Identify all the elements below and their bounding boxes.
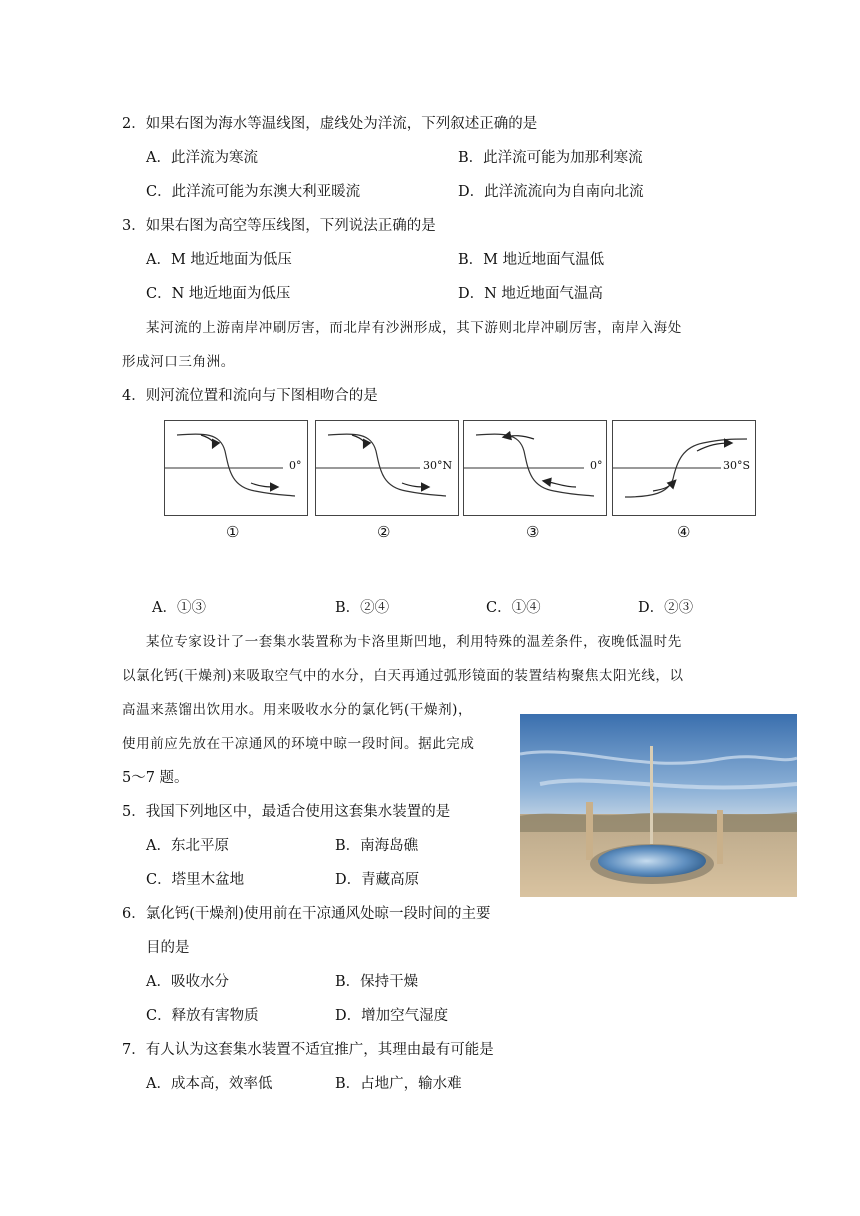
device-passage-line3: 高温来蒸馏出饮用水。用来吸收水分的氯化钙(干燥剂)，: [122, 702, 473, 718]
q3-option-b: B．M 地近地面气温低: [458, 252, 605, 268]
q3-option-c: C．N 地近地面为低压: [146, 286, 291, 302]
q2-option-b: B．此洋流可能为加那利寒流: [458, 150, 643, 166]
q4-option-a: A．①③: [152, 600, 206, 616]
river-passage-line2: 形成河口三角洲。: [122, 354, 235, 370]
q5-option-b: B．南海岛礁: [335, 838, 419, 854]
q5-option-a: A．东北平原: [146, 838, 229, 854]
q6-option-a: A．吸收水分: [146, 974, 229, 990]
latitude-label-2: 30°N: [423, 459, 453, 472]
q5-option-d: D．青藏高原: [335, 872, 420, 888]
q6-option-c: C．释放有害物质: [146, 1008, 259, 1024]
latitude-label-3: 0°: [590, 459, 603, 472]
river-passage-line1: 某河流的上游南岸冲刷厉害，而北岸有沙洲形成，其下游则北岸冲刷厉害，南岸入海处: [146, 320, 682, 336]
device-passage-line2: 以氯化钙(干燥剂)来吸取空气中的水分，白天再通过弧形镜面的装置结构聚焦太阳光线，以: [122, 668, 684, 684]
device-passage-line4: 使用前应先放在干凉通风的环境中晾一段时间。据此完成: [122, 736, 475, 752]
river-diagram-3: [463, 420, 607, 516]
device-passage-line5: 5～7 题。: [122, 770, 189, 786]
river-diagram-1: [164, 420, 308, 516]
q2-option-d: D．此洋流流向为自南向北流: [458, 184, 644, 200]
q6-option-d: D．增加空气湿度: [335, 1008, 449, 1024]
q7-stem: 7．有人认为这套集水装置不适宜推广，其理由最有可能是: [122, 1042, 494, 1058]
q2-option-a: A．此洋流为寒流: [146, 150, 258, 166]
q3-option-d: D．N 地近地面气温高: [458, 286, 603, 302]
q7-option-a: A．成本高，效率低: [146, 1076, 273, 1092]
q6-stem-line1: 6．氯化钙(干燥剂)使用前在干凉通风处晾一段时间的主要: [122, 906, 491, 922]
q4-option-b: B．②④: [335, 600, 390, 616]
river-diagram-2: [315, 420, 459, 516]
q3-stem: 3．如果右图为高空等压线图，下列说法正确的是: [122, 218, 436, 234]
q3-option-a: A．M 地近地面为低压: [146, 252, 292, 268]
q6-option-b: B．保持干燥: [335, 974, 419, 990]
water-collector-photo: [520, 714, 797, 897]
q4-stem: 4．则河流位置和流向与下图相吻合的是: [122, 388, 378, 404]
q5-stem: 5．我国下列地区中，最适合使用这套集水装置的是: [122, 804, 451, 820]
q7-option-b: B．占地广，输水难: [335, 1076, 462, 1092]
diagram-label-2: ②: [377, 523, 391, 541]
river-diagram-4: [612, 420, 756, 516]
q2-stem: 2．如果右图为海水等温线图，虚线处为洋流，下列叙述正确的是: [122, 116, 538, 132]
q4-option-c: C．①④: [486, 600, 541, 616]
diagram-label-3: ③: [526, 523, 540, 541]
q2-option-c: C．此洋流可能为东澳大利亚暖流: [146, 184, 361, 200]
latitude-label-1: 0°: [289, 459, 302, 472]
q4-option-d: D．②③: [638, 600, 694, 616]
latitude-label-4: 30°S: [723, 459, 751, 472]
diagram-label-1: ①: [226, 523, 240, 541]
diagram-label-4: ④: [677, 523, 691, 541]
q6-stem-line2: 目的是: [146, 940, 190, 956]
q5-option-c: C．塔里木盆地: [146, 872, 245, 888]
device-passage-line1: 某位专家设计了一套集水装置称为卡洛里斯凹地，利用特殊的温差条件，夜晚低温时先: [146, 634, 682, 650]
